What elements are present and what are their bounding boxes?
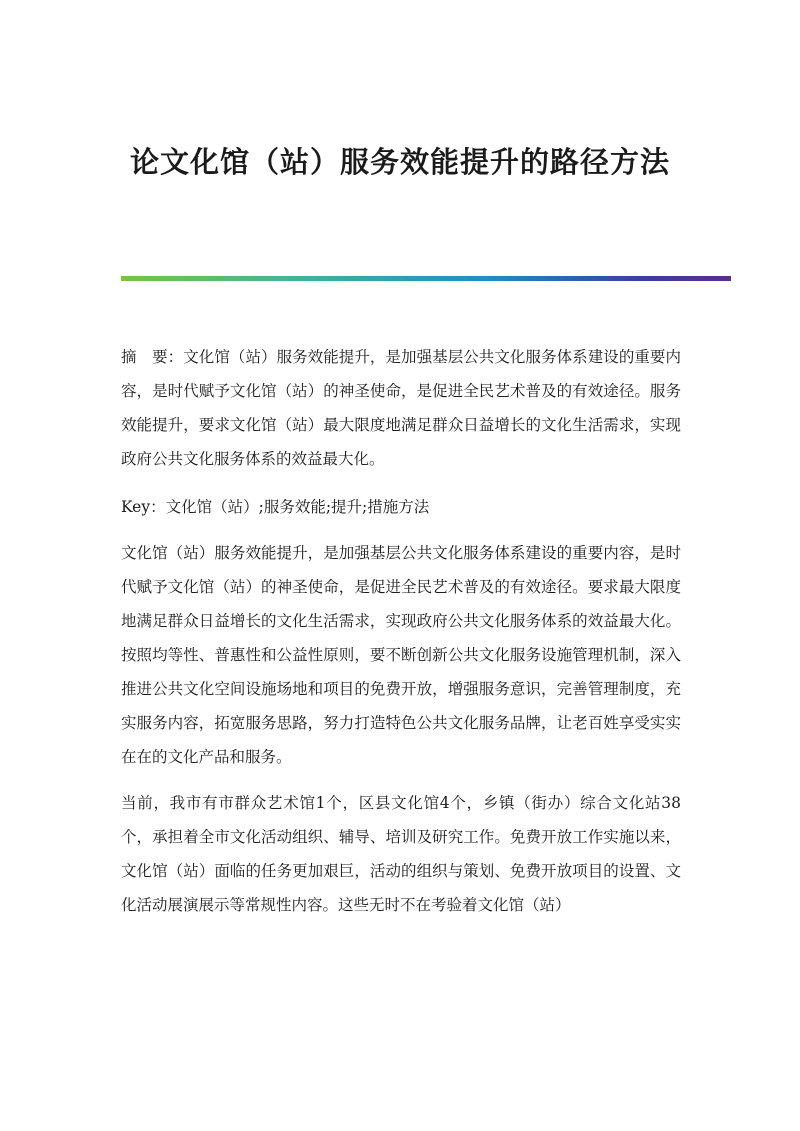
document-title: 论文化馆（站）服务效能提升的路径方法 — [129, 145, 670, 179]
keywords-line: Key：文化馆（站）;服务效能;提升;措施方法 — [121, 498, 430, 516]
body-paragraph-2: 当前，我市有市群众艺术馆1个，区县文化馆4个，乡镇（街办）综合文化站38个，承担着全市文化活动组织、辅导、培训及研究工作。免费开放工作实施以来，文化馆（站）面临的任务更加艰巨，活动的组织与策划、免费开放项目的设置、文化活动展演展示等常规性内容。这些无时不在考验着文化馆（站） — [121, 794, 681, 914]
body-paragraph-1: 文化馆（站）服务效能提升，是加强基层公共文化服务体系建设的重要内容，是时代赋予文化馆（站）的神圣使命，是促进全民艺术普及的有效途径。要求最大限度地满足群众日益增长的文化生活需求，实现政府公共文化服务体系的效益最大化。按照均等性、普惠性和公益性原则，要不断创新公共文化服务设施管理机制，深入推进公共文化空间设施场地和项目的免费开放，增强服务意识，完善管理制度，充实服务内容，拓宽服务思路，努力打造特色公共文化服务品牌，让老百姓享受实实在在的文化产品和服务。 — [121, 544, 681, 766]
document-body — [121, 340, 681, 934]
abstract-paragraph: 摘 要：文化馆（站）服务效能提升，是加强基层公共文化服务体系建设的重要内容，是时代赋予文化馆（站）的神圣使命，是促进全民艺术普及的有效途径。服务效能提升，要求文化馆（站）最大限度地满足群众日益增长的文化生活需求，实现政府公共文化服务体系的效益最大化。 — [121, 348, 681, 468]
title-divider — [121, 276, 731, 281]
